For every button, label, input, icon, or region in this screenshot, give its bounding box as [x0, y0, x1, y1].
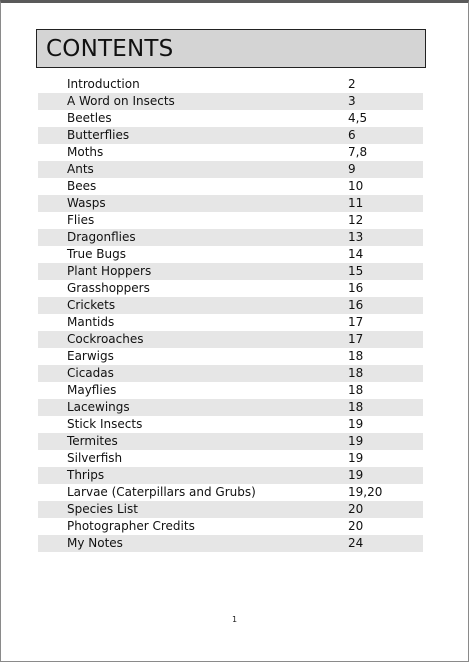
toc-entry-page: 19	[348, 434, 364, 448]
toc-entry-page: 11	[348, 196, 364, 210]
toc-entry-label: Silverfish	[67, 451, 123, 465]
toc-entry-page: 18	[348, 383, 364, 397]
toc-entry-label: Wasps	[67, 196, 106, 210]
toc-entry-page: 24	[348, 536, 364, 550]
toc-entry-label: Stick Insects	[67, 417, 143, 431]
toc-entry-label: Lacewings	[67, 400, 130, 414]
toc-entry-label: A Word on Insects	[67, 94, 175, 108]
toc-entry-label: Earwigs	[67, 349, 114, 363]
toc-entry-label: Larvae (Caterpillars and Grubs)	[67, 485, 256, 499]
toc-entry-label: Thrips	[67, 468, 105, 482]
toc-row	[38, 229, 423, 246]
toc-row	[38, 416, 423, 433]
toc-entry-page: 16	[348, 281, 364, 295]
toc-entry-page: 17	[348, 332, 364, 346]
toc-row	[38, 450, 423, 467]
toc-row	[38, 518, 423, 535]
toc-entry-label: Moths	[67, 145, 104, 159]
toc-entry-page: 3	[348, 94, 356, 108]
toc-row	[38, 382, 423, 399]
toc-entry-page: 4,5	[348, 111, 368, 125]
toc-row	[38, 314, 423, 331]
toc-entry-label: Bees	[67, 179, 97, 193]
toc-entry-label: Beetles	[67, 111, 112, 125]
toc-entry-label: Plant Hoppers	[67, 264, 152, 278]
toc-entry-page: 18	[348, 366, 364, 380]
toc-entry-label: Introduction	[67, 77, 140, 91]
toc-row	[38, 178, 423, 195]
toc-row	[38, 263, 423, 280]
toc-entry-page: 9	[348, 162, 356, 176]
toc-entry-label: True Bugs	[67, 247, 127, 261]
toc-entry-label: Species List	[67, 502, 138, 516]
toc-entry-label: Ants	[67, 162, 94, 176]
toc-entry-label: Photographer Credits	[67, 519, 195, 533]
toc-entry-page: 13	[348, 230, 364, 244]
toc-entry-label: Crickets	[67, 298, 116, 312]
toc-entry-page: 19	[348, 451, 364, 465]
toc-entry-page: 19	[348, 417, 364, 431]
toc-entry-label: Butterflies	[67, 128, 130, 142]
toc-entry-page: 18	[348, 400, 364, 414]
toc-entry-page: 12	[348, 213, 364, 227]
contents-heading: CONTENTS	[46, 36, 174, 62]
toc-entry-page: 14	[348, 247, 364, 261]
toc-row	[38, 331, 423, 348]
toc-row	[38, 501, 423, 518]
toc-row	[38, 433, 423, 450]
toc-row	[38, 280, 423, 297]
toc-row	[38, 246, 423, 263]
toc-row	[38, 348, 423, 365]
toc-entry-page: 20	[348, 502, 364, 516]
toc-row	[38, 365, 423, 382]
toc-entry-page: 17	[348, 315, 364, 329]
toc-row	[38, 297, 423, 314]
toc-entry-label: Mayflies	[67, 383, 117, 397]
toc-entry-page: 19,20	[348, 485, 383, 499]
toc-entry-label: Termites	[67, 434, 118, 448]
toc-entry-label: Cicadas	[67, 366, 114, 380]
toc-row	[38, 195, 423, 212]
toc-entry-page: 15	[348, 264, 364, 278]
toc-entry-label: Cockroaches	[67, 332, 144, 346]
toc-entry-page: 16	[348, 298, 364, 312]
contents-heading-box	[36, 29, 426, 68]
toc-entry-page: 20	[348, 519, 364, 533]
toc-row	[38, 127, 423, 144]
toc-entry-label: Mantids	[67, 315, 115, 329]
toc-row	[38, 161, 423, 178]
toc-entry-label: Grasshoppers	[67, 281, 150, 295]
toc-entry-page: 18	[348, 349, 364, 363]
toc-row	[38, 93, 423, 110]
page-number: 1	[231, 615, 238, 624]
toc-entry-label: Flies	[67, 213, 95, 227]
toc-row	[38, 76, 423, 93]
toc-entry-page: 2	[348, 77, 356, 91]
toc-row	[38, 467, 423, 484]
toc-entry-label: My Notes	[67, 536, 123, 550]
toc-entry-label: Dragonflies	[67, 230, 136, 244]
toc-row	[38, 399, 423, 416]
toc-row	[38, 484, 423, 501]
toc-entry-page: 6	[348, 128, 356, 142]
toc-row	[38, 144, 423, 161]
toc-entry-page: 7,8	[348, 145, 368, 159]
table-of-contents	[38, 76, 423, 552]
toc-row	[38, 212, 423, 229]
toc-row	[38, 535, 423, 552]
toc-entry-page: 19	[348, 468, 364, 482]
toc-entry-page: 10	[348, 179, 364, 193]
toc-row	[38, 110, 423, 127]
